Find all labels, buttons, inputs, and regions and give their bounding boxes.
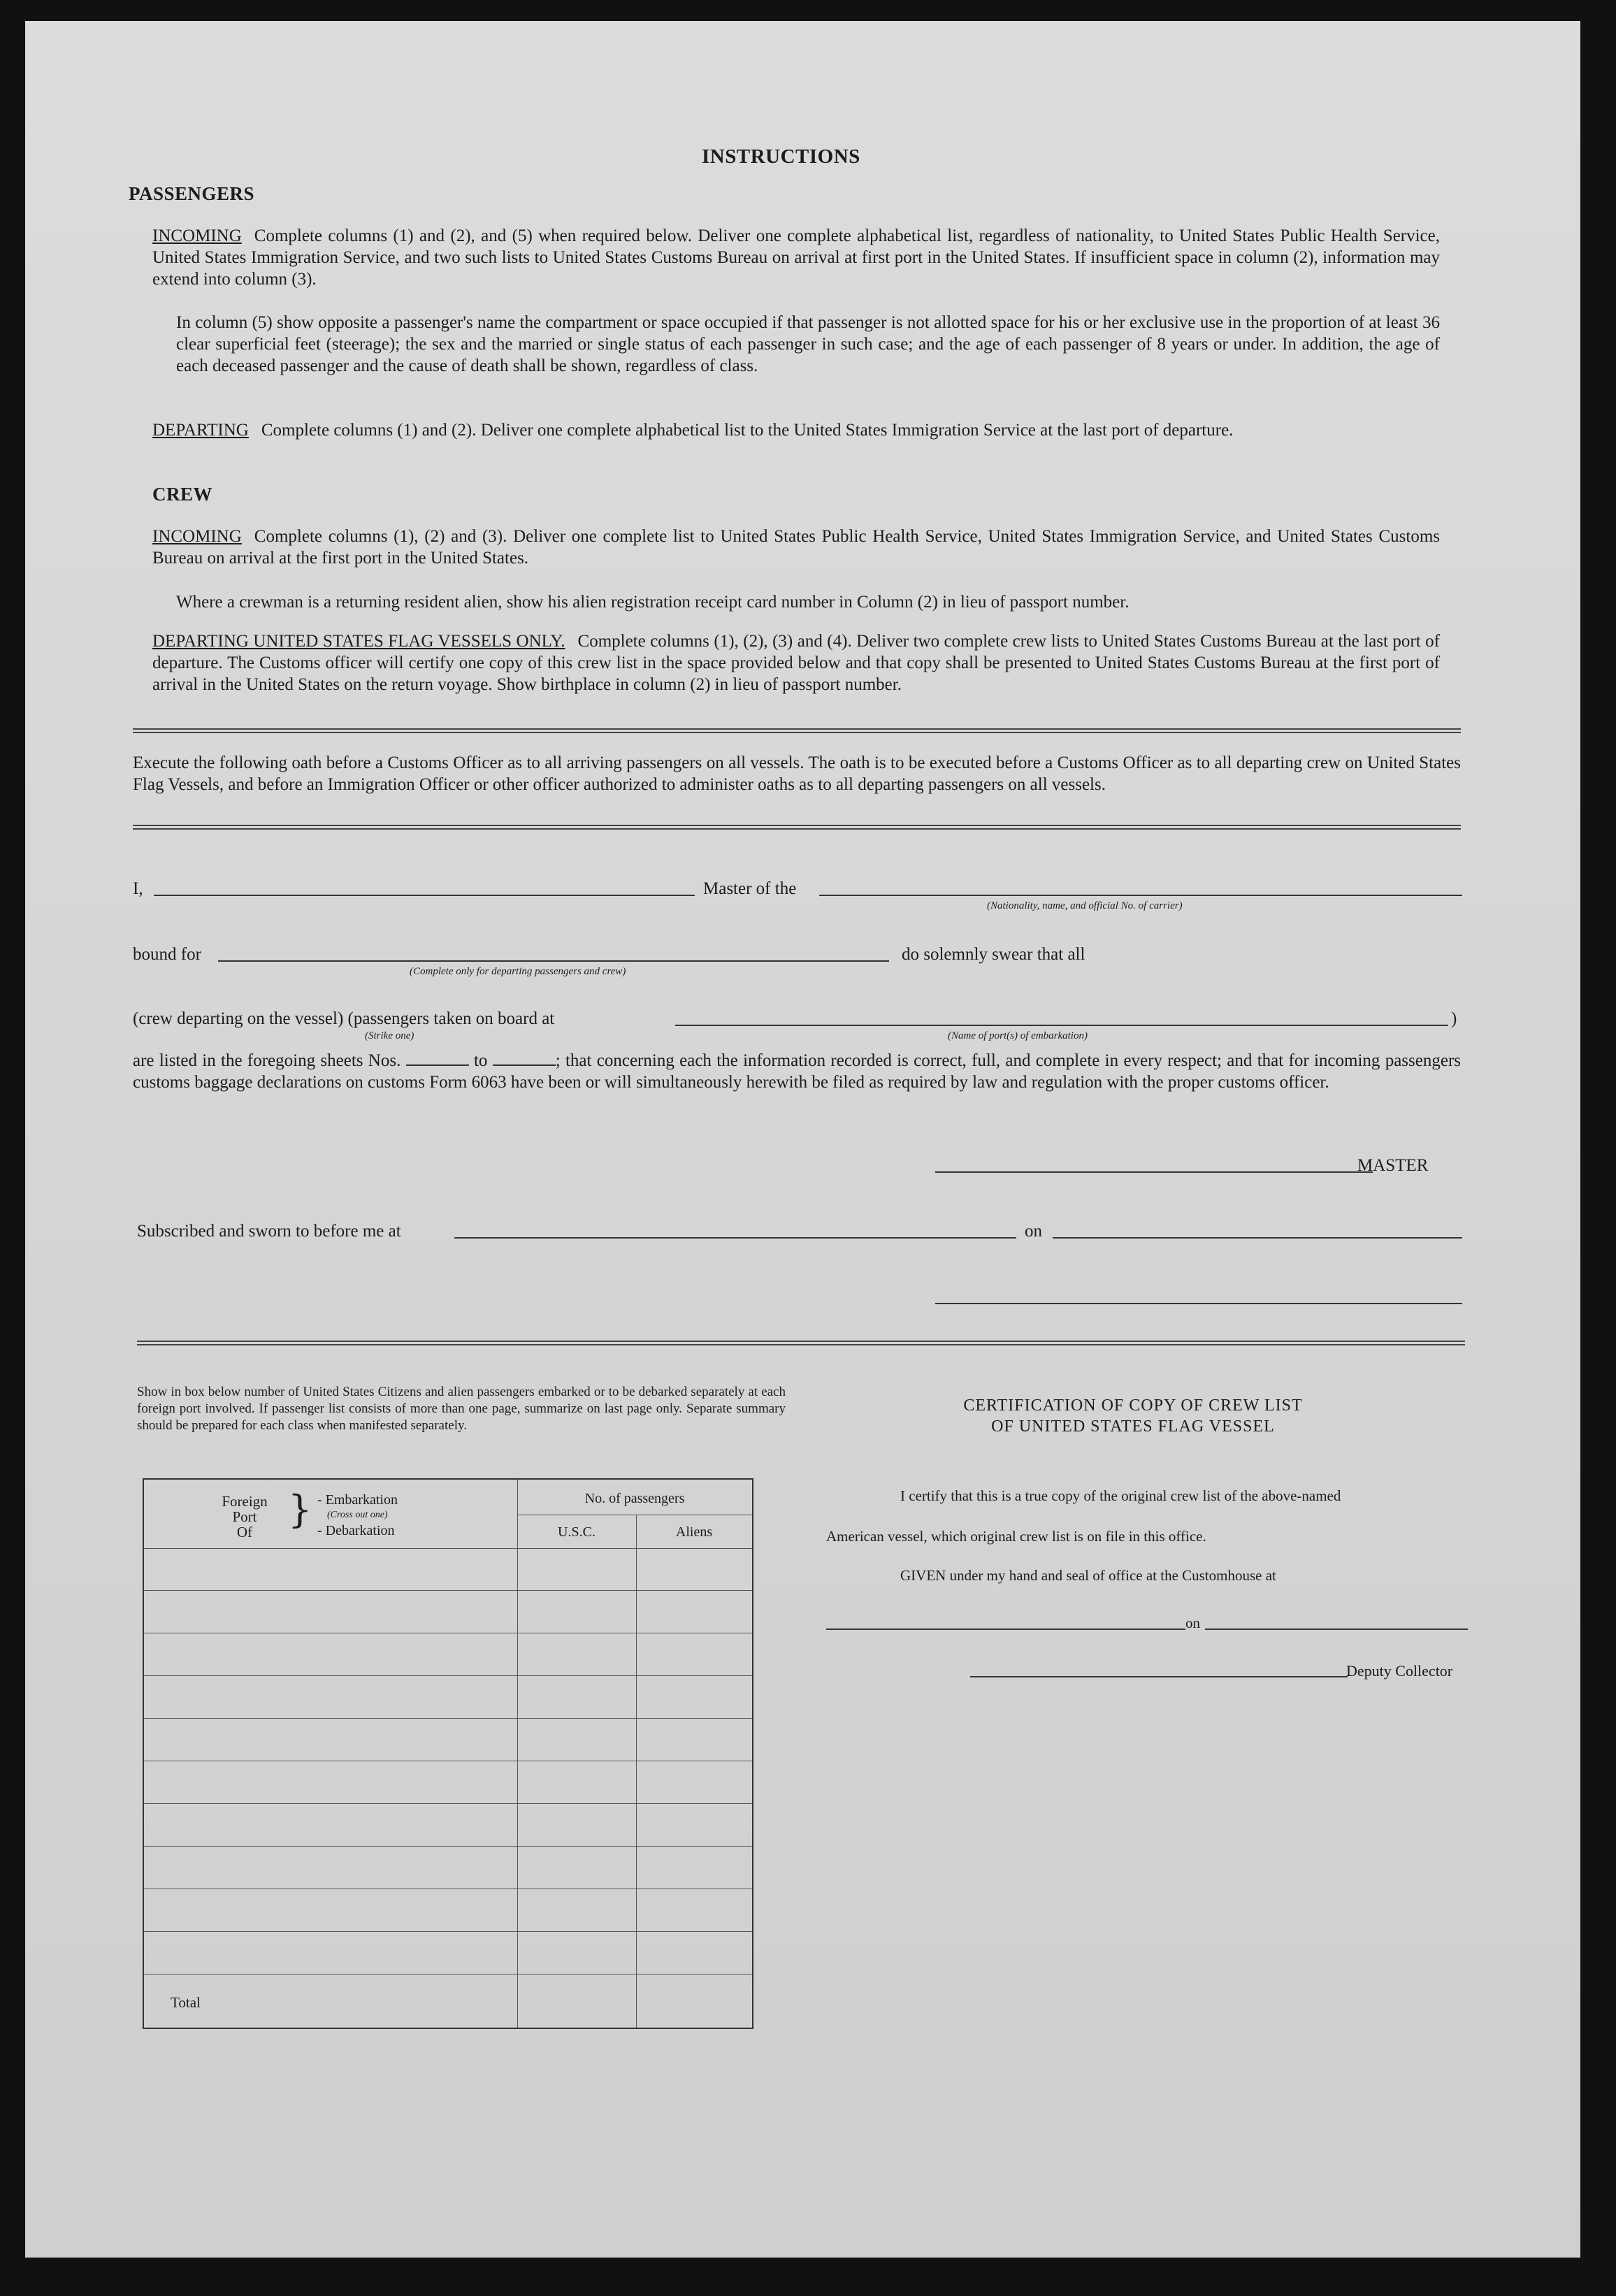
given-date-field[interactable] [1205, 1629, 1468, 1630]
table-col-divider-1 [517, 1480, 518, 2028]
brace-symbol: } [288, 1487, 312, 1531]
total-label: Total [171, 1994, 201, 2011]
crew-incoming-lead: INCOMING [152, 527, 242, 546]
given-on-label: on [1185, 1615, 1200, 1631]
table-row-line [144, 1675, 752, 1676]
certify-line-2: American vessel, which original crew list is on file in this office. [826, 1528, 1206, 1545]
crew-departing-lead: DEPARTING UNITED STATES FLAG VESSELS ONLY. [152, 632, 565, 651]
crew-departing-label: (crew departing on the vessel) (passengers taken on board at [133, 1009, 555, 1028]
master-label: MASTER [1357, 1156, 1429, 1175]
passenger-summary-table [143, 1478, 753, 2029]
subscribed-place-field[interactable] [454, 1237, 1016, 1239]
customhouse-field[interactable] [826, 1629, 1185, 1630]
crew-incoming-text: Complete columns (1), (2) and (3). Deliver one complete list to United States Public Health Service, United States Immigration Service, and United States Customs Bureau on arrival at the first port in the United States. [152, 527, 1440, 568]
crew-departing-text: Complete columns (1), (2), (3) and (4). Deliver two complete crew lists to United States Customs Bureau at the last port of departure. The Customs officer will certify one copy of this crew list in the space provided below and that copy shall be presented to United States Customs Bureau at the first port of arrival in the United States on the return voyage. Show birthplace in column (2) in lieu of passport number. [152, 632, 1440, 694]
subscribed-date-field[interactable] [1053, 1237, 1462, 1239]
document-page [25, 21, 1580, 2258]
crew-resident-paragraph: Where a crewman is a returning resident alien, show his alien registration receipt card number in Column (2) in lieu of passport number. [176, 593, 1130, 612]
given-line: GIVEN under my hand and seal of office at the Customhouse at [900, 1567, 1276, 1584]
foreign-port-of-label [210, 1494, 280, 1540]
cross-out-label: (Cross out one) [327, 1510, 388, 1520]
port-hint: (Name of port(s) of embarkation) [948, 1030, 1088, 1041]
deputy-collector-label: Deputy Collector [1346, 1662, 1453, 1680]
crew-incoming-paragraph [152, 526, 1440, 569]
master-name-field[interactable] [154, 895, 695, 896]
oath-intro: Execute the following oath before a Customs Officer as to all arriving passengers on all vessels. The oath is to be executed before a Customs Officer as to all departing crew on United States Flag Vessels, and before an Immigration Officer or other officer authorized to administer oaths as to all departing passengers on all vessels. [133, 753, 1461, 794]
no-passengers-header: No. of passengers [584, 1491, 685, 1506]
embarkation-label: - Embarkation [317, 1492, 398, 1508]
section-divider [133, 728, 1461, 733]
certification-title-line-1: CERTIFICATION OF COPY OF CREW LIST [963, 1396, 1303, 1415]
table-row-line [144, 1590, 752, 1591]
master-of-label: Master of the [703, 879, 797, 898]
aliens-header: Aliens [675, 1524, 713, 1540]
master-signature-field[interactable] [935, 1171, 1373, 1173]
swear-label: do solemnly swear that all [902, 945, 1085, 964]
sheet-from-field[interactable] [406, 1064, 469, 1066]
passengers-departing-lead: DEPARTING [152, 421, 249, 440]
passengers-incoming-paragraph [152, 225, 1440, 290]
crew-heading: CREW [152, 484, 213, 505]
table-header-bottom [144, 1548, 752, 1549]
table-row-line [144, 1931, 752, 1932]
listed-paragraph [133, 1050, 1461, 1093]
port-label: Port [232, 1508, 257, 1525]
certify-line-1: I certify that this is a true copy of the original crew list of the above-named [900, 1487, 1341, 1504]
carrier-hint: (Nationality, name, and official No. of carrier) [987, 900, 1183, 911]
bound-for-field[interactable] [218, 960, 889, 962]
listed-text-a: are listed in the foregoing sheets Nos. [133, 1051, 401, 1070]
listed-text-to: to [473, 1051, 488, 1070]
table-row-line [144, 1803, 752, 1804]
subscribed-on-label: on [1025, 1222, 1042, 1241]
bound-for-label: bound for [133, 945, 201, 964]
passengers-incoming-text: Complete columns (1) and (2), and (5) when required below. Deliver one complete alphabetical list, regardless of nationality, to United States Public Health Service, United States Immigration Service, and two such lists to United States Customs Bureau on arrival at first port in the United States. If insufficient space in column (2), information may extend into column (3). [152, 226, 1440, 289]
passengers-incoming-lead: INCOMING [152, 226, 242, 245]
foreign-label: Foreign [222, 1493, 268, 1510]
summary-note: Show in box below number of United States Citizens and alien passengers embarked or to be debarked separately at each foreign port involved. If passenger list consists of more than one page, summarize on last page only. Separate summary should be prepared for each class when manifested separately. [137, 1385, 786, 1433]
oath-i-label: I, [133, 879, 143, 898]
passengers-departing-text: Complete columns (1) and (2). Deliver one complete alphabetical list to the United States Immigration Service at the last port of departure. [261, 421, 1234, 440]
lower-divider [137, 1341, 1465, 1345]
embark-debark-labels [317, 1492, 398, 1538]
sheet-to-field[interactable] [493, 1064, 556, 1066]
table-row-line [144, 1846, 752, 1847]
oath-divider [133, 825, 1461, 830]
deputy-signature-field[interactable] [970, 1676, 1348, 1677]
usc-header: U.S.C. [558, 1524, 596, 1540]
subscribed-label: Subscribed and sworn to before me at [137, 1222, 401, 1241]
embarkation-port-field[interactable] [675, 1025, 1448, 1026]
certification-title [829, 1395, 1437, 1437]
passengers-departing-paragraph [152, 419, 1440, 441]
instructions-title: INSTRUCTIONS [702, 145, 860, 168]
passengers-heading: PASSENGERS [129, 183, 255, 204]
of-label: Of [236, 1524, 253, 1540]
table-col-divider-2 [636, 1515, 637, 2028]
debarkation-label: - Debarkation [317, 1523, 395, 1538]
close-paren: ) [1451, 1009, 1457, 1028]
table-row-line [144, 1718, 752, 1719]
bound-for-hint: (Complete only for departing passengers and crew) [410, 966, 626, 977]
listed-text-b: ; that concerning each the information recorded is correct, full, and complete in every respect; and that for incoming passengers customs baggage declarations on customs Form 6063 have been or will simultaneously herewith be filed as required by law and regulation with the proper customs officer. [133, 1051, 1461, 1092]
passengers-column5-paragraph: In column (5) show opposite a passenger's name the compartment or space occupied if that passenger is not allotted space for his or her exclusive use in the proportion of at least 36 clear superficial feet (steerage); the sex and the married or single status of each passenger in such case; and the age of each passenger of 8 years or under. In addition, the age of each deceased passenger and the cause of death shall be shown, regardless of class. [176, 313, 1440, 375]
officer-signature-field[interactable] [935, 1303, 1462, 1304]
crew-departing-paragraph [152, 630, 1440, 695]
carrier-field[interactable] [819, 895, 1462, 896]
strike-hint: (Strike one) [365, 1030, 414, 1041]
certification-title-line-2: OF UNITED STATES FLAG VESSEL [991, 1417, 1275, 1436]
